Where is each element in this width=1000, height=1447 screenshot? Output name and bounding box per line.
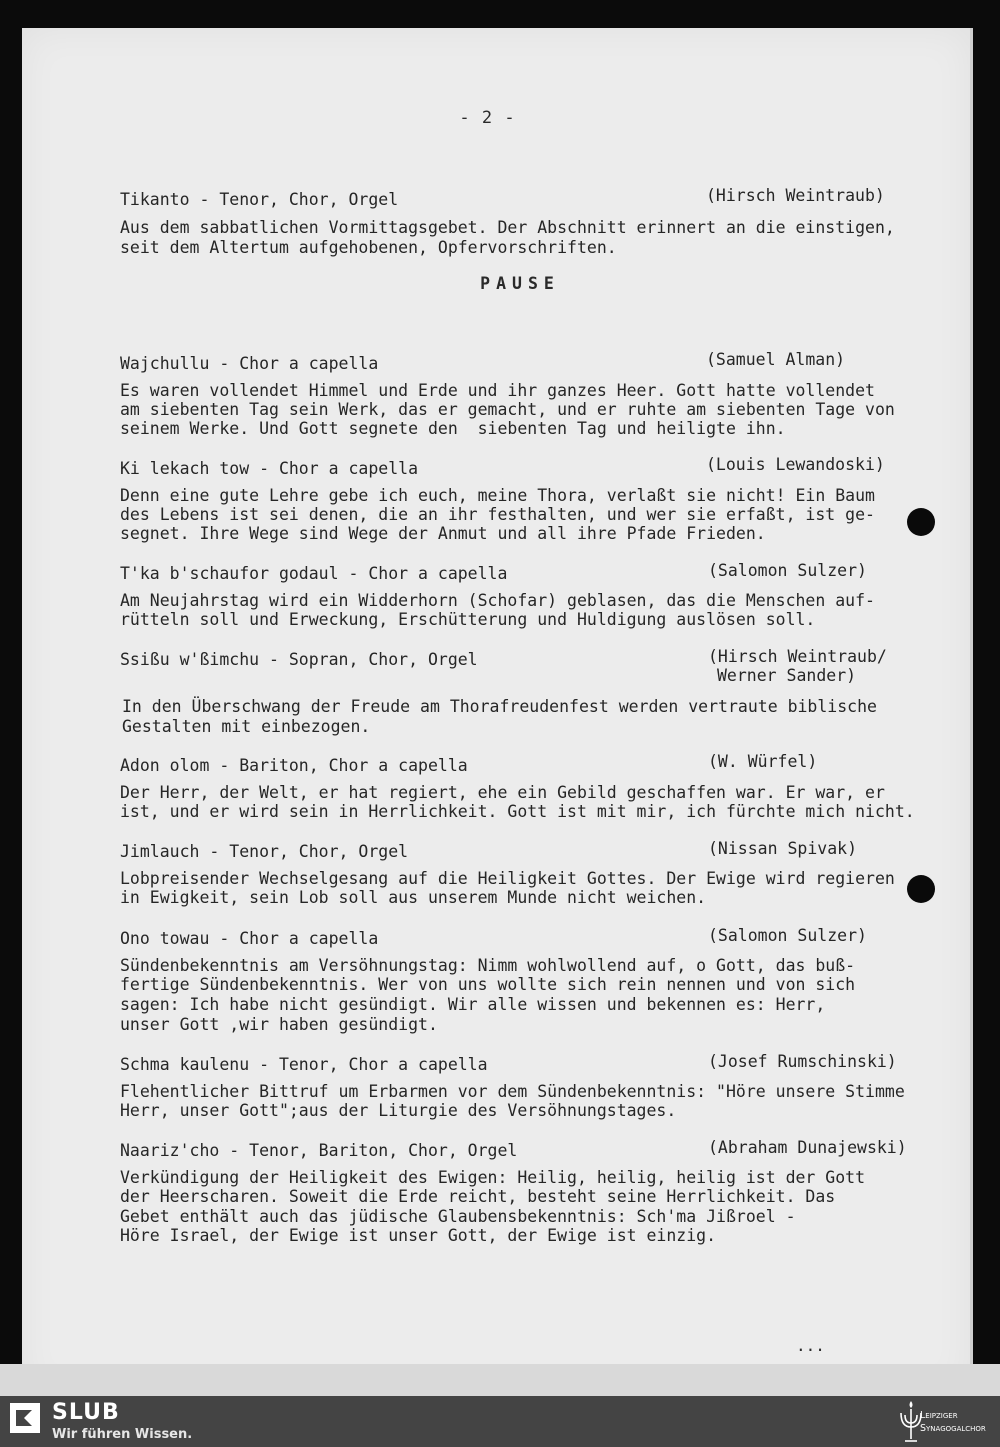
- piece-title: Ssißu w'ßimchu - Sopran, Chor, Orgel: [120, 650, 478, 669]
- piece-title: Naariz'cho - Tenor, Bariton, Chor, Orgel: [120, 1141, 518, 1160]
- piece-description-line: ist, und er wird sein in Herrlichkeit. Gott ist mit mir, ich fürchte mich nicht.: [120, 802, 915, 821]
- piece-title: T'ka b'schaufor godaul - Chor a capella: [120, 564, 508, 583]
- page-number: - 2 -: [459, 108, 516, 128]
- piece-title: Jimlauch - Tenor, Chor, Orgel: [120, 842, 409, 861]
- piece-description-line: segnet. Ihre Wege sind Wege der Anmut und all ihre Pfade Frieden.: [120, 524, 766, 543]
- piece-composer: (Samuel Alman): [706, 350, 846, 369]
- piece-description-line: fertige Sündenbekenntnis. Wer von uns wollte sich rein nennen und von sich: [120, 975, 856, 994]
- slub-brand[interactable]: SLUB: [52, 1400, 120, 1425]
- piece-description-line: seinem Werke. Und Gott segnete den siebenten Tag und heiligte ihn.: [120, 419, 786, 438]
- piece-description-line: Herr, unser Gott";aus der Liturgie des Versöhnungstages.: [120, 1101, 677, 1120]
- slub-logo-icon: [10, 1403, 40, 1433]
- piece-description-line: am siebenten Tag sein Werk, das er gemacht, und er ruhte am siebenten Tage von: [120, 400, 895, 419]
- choir-logo-text: Leipziger Synagogalchor: [920, 1410, 986, 1434]
- pause-heading: PAUSE: [480, 274, 560, 293]
- continuation-mark: ...: [796, 1336, 825, 1355]
- scan-bottom-strip: [0, 1364, 1000, 1396]
- piece-composer: (Hirsch Weintraub): [706, 186, 885, 205]
- piece-description-line: in Ewigkeit, sein Lob soll aus unserem Munde nicht weichen.: [120, 888, 707, 907]
- piece-composer: (Louis Lewandoski): [706, 455, 885, 474]
- piece-composer: (Josef Rumschinski): [708, 1052, 897, 1071]
- piece-description-line: Flehentlicher Bittruf um Erbarmen vor dem Sündenbekenntnis: "Höre unsere Stimme: [120, 1082, 905, 1101]
- footer-bar: [0, 1396, 1000, 1447]
- piece-description-line: seit dem Altertum aufgehobenen, Opfervorschriften.: [120, 238, 617, 257]
- piece-title: Adon olom - Bariton, Chor a capella: [120, 756, 468, 775]
- piece-description-line: Es waren vollendet Himmel und Erde und ihr ganzes Heer. Gott hatte vollendet: [120, 381, 875, 400]
- piece-description-line: Sündenbekenntnis am Versöhnungstag: Nimm wohlwollend auf, o Gott, das buß-: [120, 956, 856, 975]
- piece-composer: (W. Würfel): [708, 752, 818, 771]
- piece-description-line: In den Überschwang der Freude am Thorafreudenfest werden vertraute biblische: [122, 697, 877, 716]
- piece-title: Wajchullu - Chor a capella: [120, 354, 379, 373]
- piece-composer: (Salomon Sulzer): [708, 926, 867, 945]
- piece-composer: (Salomon Sulzer): [708, 561, 867, 580]
- piece-description-line: sagen: Ich habe nicht gesündigt. Wir alle wissen und bekennen es: Herr,: [120, 995, 826, 1014]
- piece-composer: Werner Sander): [717, 666, 857, 685]
- piece-description-line: Denn eine gute Lehre gebe ich euch, meine Thora, verlaßt sie nicht! Ein Baum: [120, 486, 875, 505]
- punch-hole: [907, 508, 935, 536]
- piece-composer: (Hirsch Weintraub/: [708, 647, 887, 666]
- piece-description-line: Gebet enthält auch das jüdische Glaubensbekenntnis: Sch'ma Jißroel -: [120, 1207, 796, 1226]
- piece-description-line: rütteln soll und Erweckung, Erschütterung und Huldigung auslösen soll.: [120, 610, 816, 629]
- piece-description-line: des Lebens ist sei denen, die an ihr festhalten, und wer sie erfaßt, ist ge-: [120, 505, 875, 524]
- piece-title: Ki lekach tow - Chor a capella: [120, 459, 419, 478]
- piece-description-line: Am Neujahrstag wird ein Widderhorn (Schofar) geblasen, das die Menschen auf-: [120, 591, 875, 610]
- piece-composer: (Abraham Dunajewski): [708, 1138, 907, 1157]
- piece-description-line: Höre Israel, der Ewige ist unser Gott, der Ewige ist einzig.: [120, 1226, 717, 1245]
- piece-description-line: Der Herr, der Welt, er hat regiert, ehe ein Gebild geschaffen war. Er war, er: [120, 783, 885, 802]
- piece-title: Ono towau - Chor a capella: [120, 929, 379, 948]
- piece-description-line: Lobpreisender Wechselgesang auf die Heiligkeit Gottes. Der Ewige wird regieren: [120, 869, 895, 888]
- piece-title: Schma kaulenu - Tenor, Chor a capella: [120, 1055, 488, 1074]
- piece-description-line: unser Gott ,wir haben gesündigt.: [120, 1015, 438, 1034]
- piece-composer: (Nissan Spivak): [708, 839, 858, 858]
- piece-description-line: Gestalten mit einbezogen.: [122, 717, 371, 736]
- piece-description-line: der Heerscharen. Soweit die Erde reicht, besteht seine Herrlichkeit. Das: [120, 1187, 836, 1206]
- page-edge: [970, 28, 973, 1396]
- piece-description-line: Aus dem sabbatlichen Vormittagsgebet. Der Abschnitt erinnert an die einstigen,: [120, 218, 895, 237]
- piece-description-line: Verkündigung der Heiligkeit des Ewigen: Heilig, heilig, heilig ist der Gott: [120, 1168, 866, 1187]
- piece-title: Tikanto - Tenor, Chor, Orgel: [120, 190, 399, 209]
- punch-hole: [907, 875, 935, 903]
- slub-tagline: Wir führen Wissen.: [52, 1427, 193, 1442]
